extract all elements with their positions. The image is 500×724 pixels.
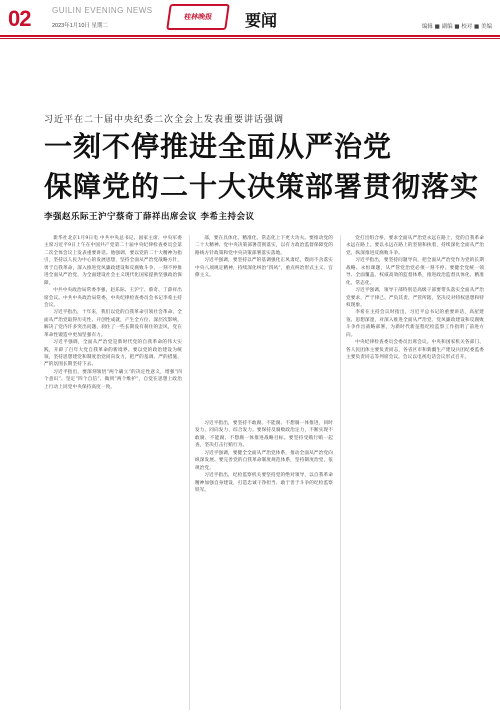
paragraph: 部，要在具体化、精准化、常态化上下更大功夫。要推动党的二十大精神、党中央决策部署贯彻落实，以有力政治监督保障党的路线方针政策和党中央决策部署落实落地。 — [195, 236, 333, 256]
paragraph: 李希在主持会议时指出，习近平总书记的重要讲话，高屋建瓴、思想深邃，对深入推进全面从严治党、党风廉政建设和反腐败斗争作出战略部署，为新时代新征程纪检监察工作指明了前进方向。 — [346, 310, 484, 338]
newspaper-logo — [166, 4, 230, 30]
paragraph: 中央纪律检查委员会委员出席会议。中央和国家机关各部门、各人民团体主要负责同志，各省区市和新疆生产建设兵团纪委监委主要负责同志等列席会议。会议以电视电话会议形式召开。 — [346, 340, 484, 360]
paragraph: 习近平指出，要坚持问题导向，把全面从严治党作为党的长期战略、永恒课题，从严管党治党必须一刻不停。要健全党统一领导、全面覆盖、权威高效的监督体系，推进政治监督具体化、精准化、常态化。 — [346, 258, 484, 286]
body-column-2-bottom — [195, 420, 333, 715]
article-kicker: 习近平在二十届中央纪委二次全会上发表重要讲话强调 — [44, 115, 285, 125]
section-title: 要闻 — [245, 11, 278, 30]
body-column-3 — [346, 235, 484, 715]
body-column-1 — [44, 235, 182, 715]
masthead-rule — [0, 35, 500, 37]
brand-english: GUILIN EVENING NEWS — [52, 6, 153, 15]
body-column-2-top — [195, 235, 333, 385]
headline-line-1: 一刻不停推进全面从严治党 — [44, 130, 393, 163]
page-number: 02 — [8, 6, 31, 31]
masthead-rule-thin — [0, 38, 500, 39]
paragraph: 习近平强调，要坚持以严的基调强化正风肃纪，锲而不舍落实中央八项规定精神，持续深化纠治“四风”，重点纠治形式主义、官僚主义。 — [195, 258, 333, 279]
column-divider — [189, 235, 190, 710]
paragraph: 中共中央政治局常委李强、赵乐际、王沪宁、蔡奇、丁薛祥出席会议。中共中央政治局常委、中央纪律检查委员会书记李希主持会议。 — [44, 288, 182, 308]
paragraph: 习近平强调，领导干部特别是高级干部要带头落实全面从严治党要求，严于律己、严负其责、严管所辖，坚决反对特权思想和特权现象。 — [346, 288, 484, 308]
paragraph: 习近平强调，要健全全面从严治党体系，推动全面从严治党向纵深发展。要完善党的自我革命制度规范体系，坚持制度治党、依规治党。 — [195, 450, 333, 471]
column-divider — [340, 235, 341, 710]
issue-date: 2023年1月10日 星期二 — [52, 23, 108, 29]
editor-credits: 编辑 ■ 副编 ■ 校对 ■ 美编 — [421, 24, 492, 30]
paragraph: 新华社北京1月9日电 中共中央总书记、国家主席、中央军委主席习近平9日上午在中国共产党第二十届中央纪律检查委员会第二次全体会议上发表重要讲话。他强调，要以党的二十大精神为指引，坚持以人民为中心的发展思想，坚持全面从严治党战略方针，勇于自我革命，深入推进党风廉政建设和反腐败斗争，一刻不停推进全面从严治党，为全面建设社会主义现代化国家提供坚强政治保障。 — [44, 236, 182, 286]
paragraph: 习近平指出，要深刻领悟“两个确立”的决定性意义，增强“四个意识”、坚定“四个自信”、做到“两个维护”，自觉在思想上政治上行动上同党中央保持高度一致。 — [44, 369, 182, 390]
article-byline: 李强赵乐际王沪宁蔡奇丁薛祥出席会议 李希主持会议 — [44, 212, 255, 222]
paragraph: 习近平指出，要坚持不敢腐、不能腐、不想腐一体推进，同时发力、同向发力、综合发力。要保持反腐败政治定力，不断实现不敢腐、不能腐、不想腐一体推进战略目标。要坚持受贿行贿一起查，坚决打击行贿行为。 — [195, 421, 333, 449]
logo-text: 桂林晚报 — [183, 13, 213, 21]
paragraph: 习近平指出，纪检监察机关要坚持党的绝对领导，以自我革命精神加强自身建设，打造忠诚干净担当、敢于善于斗争的纪检监察铁军。 — [195, 473, 333, 493]
paragraph: 党打出组合拳，要求全面从严治党永远在路上，党的自我革命永远在路上。要以永远在路上的坚韧和执着，持续深化全面从严治党、纵深推进反腐败斗争。 — [346, 236, 484, 256]
paragraph: 习近平强调，全面从严治党是新时代党的自我革命的伟大实践，开辟了百年大党自我革命的新境界。要以党的政治建设为统领，坚持思想建党和制度治党同向发力，把严的基调、严的措施、严的氛围长期坚持下去。 — [44, 340, 182, 368]
masthead — [0, 0, 500, 38]
headline-line-2: 保障党的二十大决策部署贯彻落实 — [44, 170, 480, 203]
paragraph: 习近平指出，十年来，我们以党的自我革命引领社会革命，全面从严治党取得历史性、开创性成就，产生全方位、深层次影响，解决了党内许多突出问题，刹住了一些长期没有刹住的歪风，党在革命性锻造中更加坚强有力。 — [44, 310, 182, 338]
